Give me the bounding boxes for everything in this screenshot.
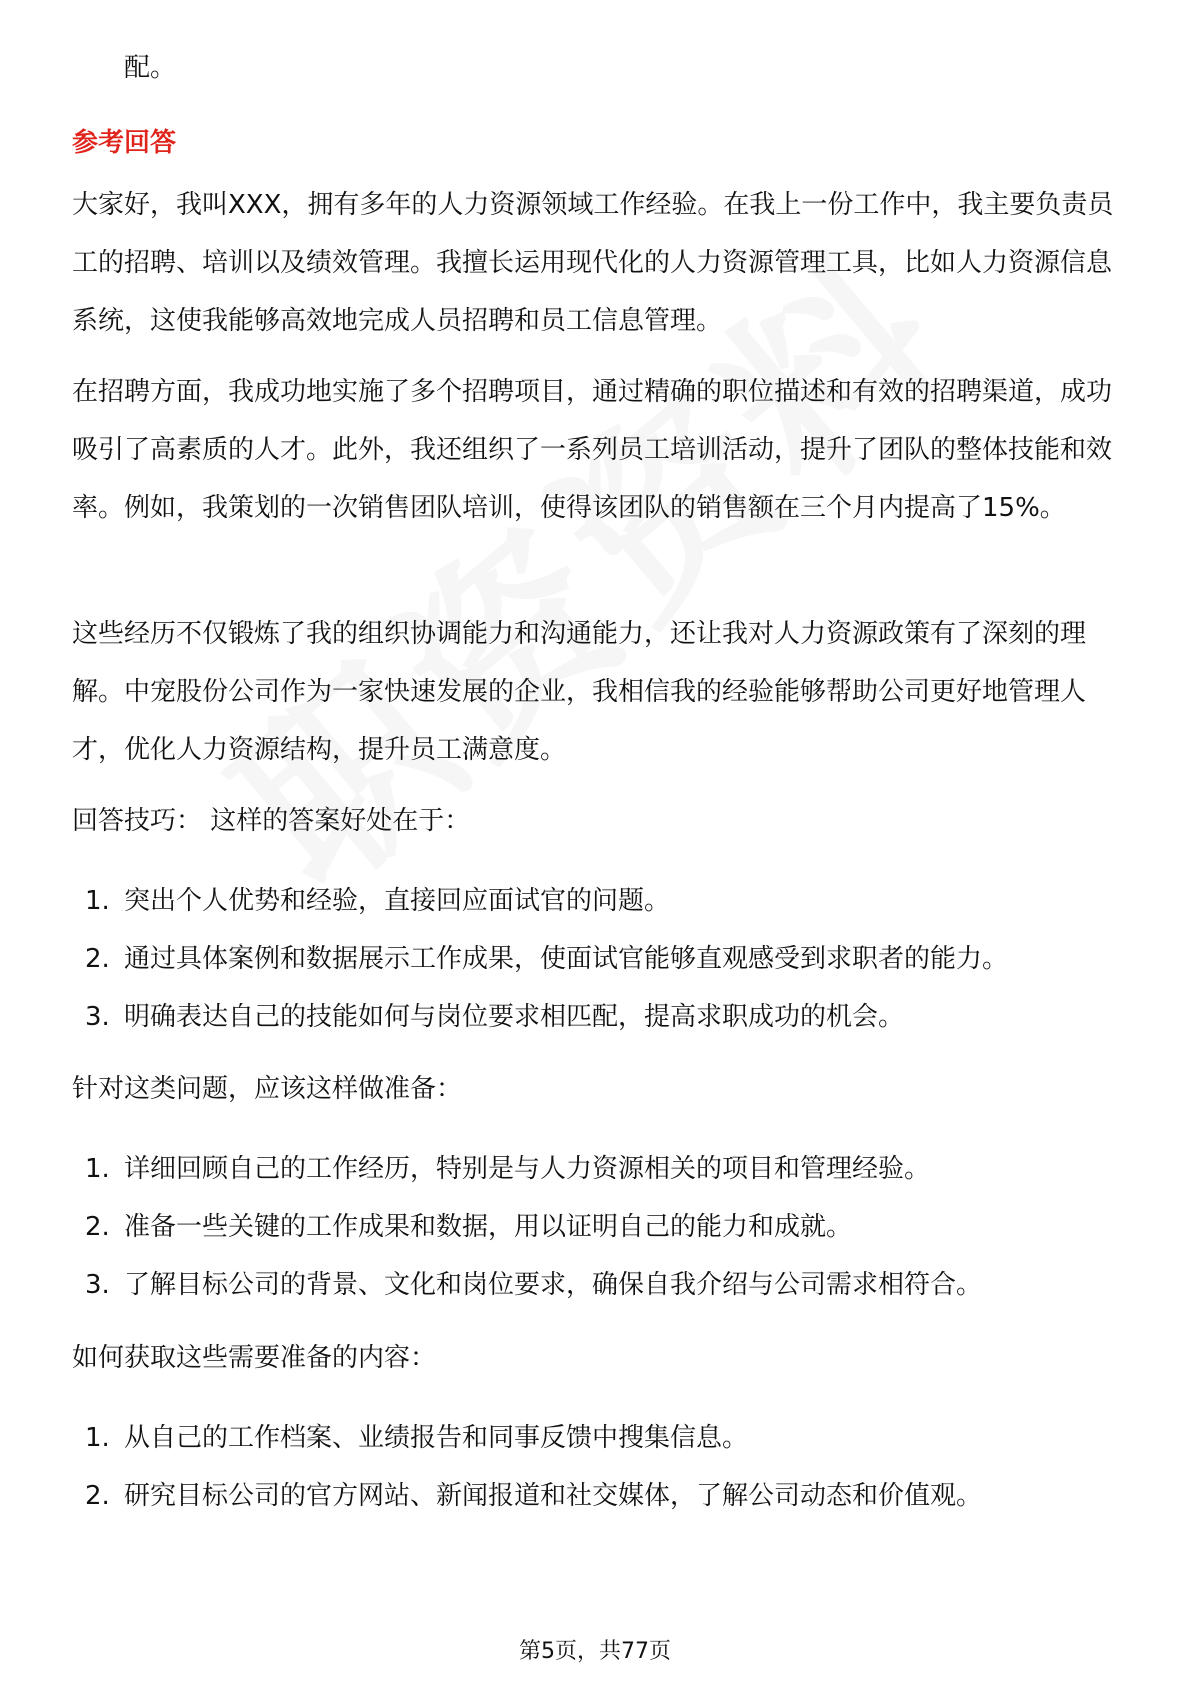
prep-list bbox=[72, 1140, 1122, 1314]
page-number-footer: 第5页，共77页 bbox=[519, 1639, 671, 1664]
prep-title: 针对这类问题，应该这样做准备： bbox=[72, 1074, 463, 1104]
continuation-text: 配。 bbox=[124, 53, 177, 83]
reference-answer-heading: 参考回答 bbox=[72, 128, 177, 158]
tips-title: 回答技巧： 这样的答案好处在于： bbox=[72, 806, 471, 836]
list-item: 2. 通过具体案例和数据展示工作成果，使面试官能够直观感受到求职者的能力。 bbox=[85, 944, 1009, 974]
list-item: 3. 明确表达自己的技能如何与岗位要求相匹配，提高求职成功的机会。 bbox=[85, 1002, 905, 1032]
answer-paragraph-3: 这些经历不仅锻炼了我的组织协调能力和沟通能力，还让我对人力资源政策有了深刻的理解。中宠股份公司作为一家快速发展的企业，我相信我的经验能够帮助公司更好地管理人才，优化人力资源结构，提升员工满意度。 bbox=[72, 619, 1087, 765]
list-item: 2. 准备一些关键的工作成果和数据，用以证明自己的能力和成就。 bbox=[85, 1212, 853, 1242]
list-item: 3. 了解目标公司的背景、文化和岗位要求，确保自我介绍与公司需求相符合。 bbox=[85, 1270, 983, 1300]
sources-list bbox=[72, 1409, 1122, 1525]
answer-paragraph-1: 大家好，我叫XXX，拥有多年的人力资源领域工作经验。在我上一份工作中，我主要负责员工的招聘、培训以及绩效管理。我擅长运用现代化的人力资源管理工具，比如人力资源信息系统，这使我能够高效地完成人员招聘和员工信息管理。 bbox=[72, 190, 1114, 336]
tips-list bbox=[72, 872, 1122, 1046]
list-item: 1. 突出个人优势和经验，直接回应面试官的问题。 bbox=[85, 886, 671, 916]
sources-title: 如何获取这些需要准备的内容： bbox=[72, 1343, 437, 1373]
list-item: 2. 研究目标公司的官方网站、新闻报道和社交媒体，了解公司动态和价值观。 bbox=[85, 1481, 983, 1511]
answer-paragraph-2: 在招聘方面，我成功地实施了多个招聘项目，通过精确的职位描述和有效的招聘渠道，成功吸引了高素质的人才。此外，我还组织了一系列员工培训活动，提升了团队的整体技能和效率。例如，我策划的一次销售团队培训，使得该团队的销售额在三个月内提高了15%。 bbox=[72, 377, 1113, 523]
list-item: 1. 详细回顾自己的工作经历，特别是与人力资源相关的项目和管理经验。 bbox=[85, 1154, 931, 1184]
list-item: 1. 从自己的工作档案、业绩报告和同事反馈中搜集信息。 bbox=[85, 1423, 749, 1453]
